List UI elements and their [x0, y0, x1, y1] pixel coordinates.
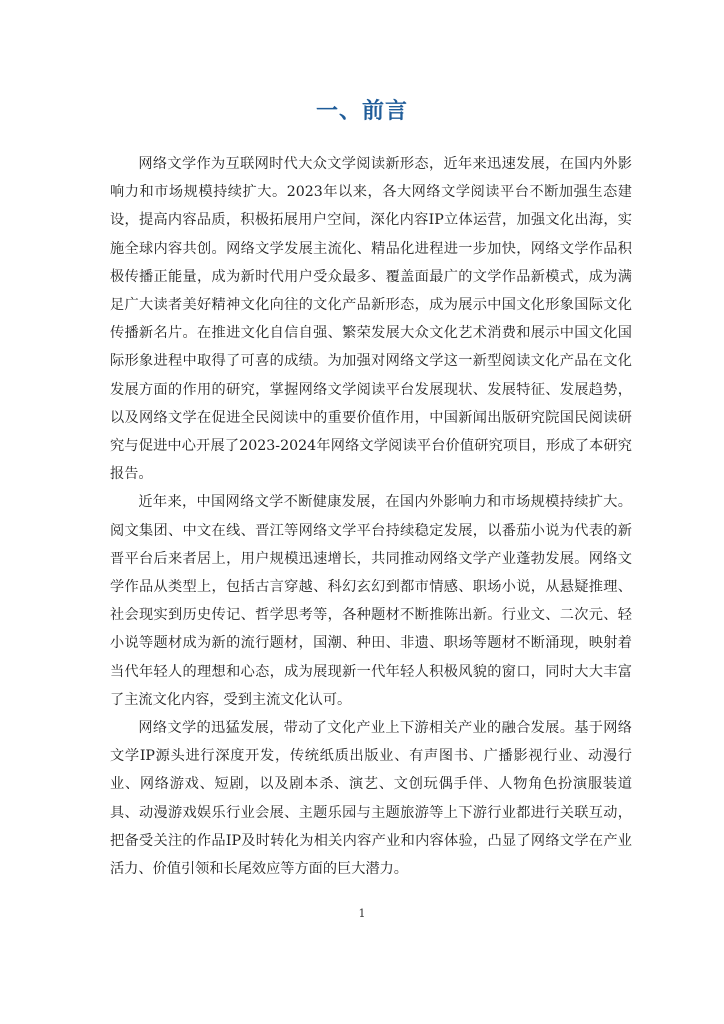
paragraph-development: 近年来，中国网络文学不断健康发展，在国内外影响力和市场规模持续扩大。阅文集团、中文在线、晋江等网络文学平台持续稳定发展，以番茄小说为代表的新晋平台后来者居上，用户规模迅速增长，共同推动网络文学产业蓬勃发展。网络文学作品从类型上，包括古言穿越、科幻玄幻到都市情感、职场小说，从悬疑推理、社会现实到历史传记、哲学思考等，各种题材不断推陈出新。行业文、二次元、轻小说等题材成为新的流行题材，国潮、种田、非遗、职场等题材不断涌现，映射着当代年轻人的理想和心态，成为展现新一代年轻人积极风貌的窗口，同时大大丰富了主流文化内容，受到主流文化认可。	[110, 494, 632, 708]
page-number: 1	[358, 907, 366, 920]
section-heading: 一、前言	[315, 99, 408, 124]
body-text	[110, 150, 632, 883]
paragraph-industry: 网络文学的迅猛发展，带动了文化产业上下游相关产业的融合发展。基于网络文学IP源头进行深度开发，传统纸质出版业、有声图书、广播影视行业、动漫行业、网络游戏、短剧，以及剧本杀、演艺、文创玩偶手伴、人物角色扮演服装道具、动漫游戏娱乐行业会展、主题乐园与主题旅游等上下游行业都进行关联互动，把备受关注的作品IP及时转化为相关内容产业和内容体验，凸显了网络文学在产业活力、价值引领和长尾效应等方面的巨大潜力。	[110, 720, 632, 878]
paragraph-intro: 网络文学作为互联网时代大众文学阅读新形态，近年来迅速发展，在国内外影响力和市场规模持续扩大。2023年以来，各大网络文学阅读平台不断加强生态建设，提高内容品质，积极拓展用户空间，深化内容IP立体运营，加强文化出海，实施全球内容共创。网络文学发展主流化、精品化进程进一步加快，网络文学作品积极传播正能量，成为新时代用户受众最多、覆盖面最广的文学作品新模式，成为满足广大读者美好精神文化向往的文化产品新形态，成为展示中国文化形象国际文化传播新名片。在推进文化自信自强、繁荣发展大众文化艺术消费和展示中国文化国际形象进程中取得了可喜的成绩。为加强对网络文学这一新型阅读文化产品在文化发展方面的作用的研究，掌握网络文学阅读平台发展现状、发展特征、发展趋势，以及网络文学在促进全民阅读中的重要价值作用，中国新闻出版研究院国民阅读研究与促进中心开展了2023-2024年网络文学阅读平台价值研究项目，形成了本研究报告。	[110, 156, 632, 483]
